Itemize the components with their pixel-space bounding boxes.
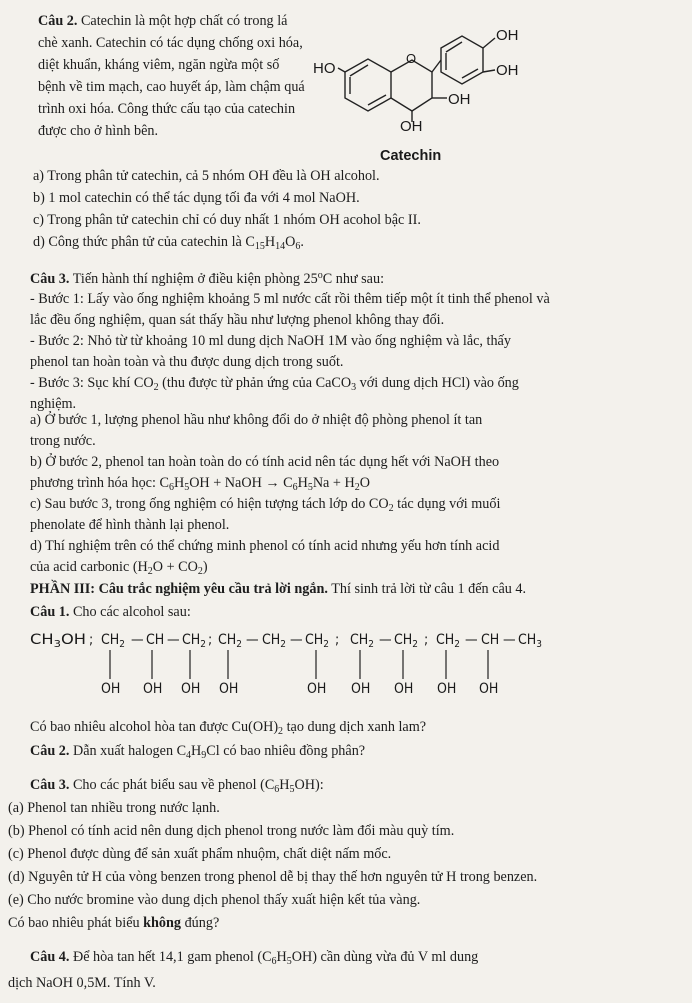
- cau3-step2-a: - Bước 2: Nhỏ từ từ khoảng 10 ml dung dịch NaOH 1M vào ống nghiệm và lắc, thấy: [30, 333, 511, 349]
- q4: [30, 948, 478, 966]
- q2: [30, 742, 365, 760]
- d-sub3: 6: [295, 241, 301, 252]
- cau3-b-1: b) Ở bước 2, phenol tan hoàn toàn do có tính acid nên tác dụng hết với NaOH theo: [30, 454, 500, 470]
- q3: [30, 776, 324, 794]
- d2-pre: của acid carbonic: [30, 559, 133, 575]
- q4-title: Câu 4.: [30, 949, 70, 965]
- cau3-c-2: phenolate để hình thành lại phenol.: [30, 517, 230, 533]
- label-oh-top: OH: [496, 27, 519, 44]
- q1-question-sub: 2: [278, 726, 284, 737]
- cau2-statement-a: a) Trong phân tử catechin, cả 5 nhóm OH đều là OH alcohol.: [33, 168, 380, 184]
- q3-ask: [8, 914, 219, 932]
- q1-text: Cho các alcohol sau:: [69, 604, 191, 620]
- d2-equation: $(H_2O + CO_2)$: [132, 559, 208, 577]
- q2-s2: 9: [201, 750, 207, 761]
- cau3-step3-b: nghiệm.: [30, 396, 77, 412]
- p1-dash1: —: [246, 632, 259, 648]
- cau2-line5: trình oxi hóa. Công thức cấu tạo của catechin: [38, 101, 296, 117]
- s3-t3: với dung dịch HCl) vào ống: [356, 375, 519, 391]
- cau3-step1-a: - Bước 1: Lấy vào ống nghiệm khoảng 5 ml nước cất rồi thêm tiếp một ít tinh thể phenol và: [30, 291, 550, 307]
- gly-oh1: OH: [101, 681, 121, 697]
- c1-post: tác dụng với muối: [393, 496, 501, 512]
- q1-question: [30, 718, 426, 736]
- q3-item-e: (e) Cho nước bromine vào dung dịch phenol thấy xuất hiện kết tủa vàng.: [8, 892, 421, 908]
- q2-title: Câu 2.: [30, 743, 70, 759]
- cau2-line2: chè xanh. Catechin có tác dụng chống oxi hóa,: [38, 35, 303, 51]
- q3-item-a: (a) Phenol tan nhiều trong nước lạnh.: [8, 800, 220, 816]
- gly-ch2b: $CH_2$: [182, 632, 207, 650]
- cau3-intro-text: Tiến hành thí nghiệm ở điều kiện phòng 25: [69, 271, 318, 287]
- q3-s1: 6: [274, 784, 280, 795]
- pd-oh2: OH: [479, 681, 499, 697]
- c1-pre: c) Sau bước 3, trong ống nghiệm có hiện tượng tách lớp do CO: [30, 496, 389, 512]
- sep2: ;: [208, 632, 213, 648]
- cau2-line3: diệt khuẩn, kháng viêm, ngăn ngừa một số: [38, 57, 280, 73]
- p1-dash2: —: [290, 632, 303, 648]
- cau3-a-2: trong nước.: [30, 433, 96, 449]
- d-sub2: 14: [275, 241, 286, 252]
- pd-ch: CH: [481, 632, 500, 648]
- q3-post: OH):: [294, 777, 324, 793]
- pd-ch2: $CH_2$: [436, 632, 461, 650]
- q4-line2: dịch NaOH 0,5M. Tính V.: [8, 975, 156, 991]
- label-oh-mid: OH: [448, 91, 471, 108]
- pd-oh1: OH: [437, 681, 457, 697]
- q3-h: H: [279, 777, 290, 793]
- label-o: O: [406, 51, 417, 66]
- cau3-title: Câu 3.: [30, 271, 70, 287]
- gly-oh3: OH: [181, 681, 201, 697]
- q2-post: Cl có bao nhiêu đồng phân?: [206, 743, 366, 759]
- q2-s1: 4: [186, 750, 192, 761]
- catechin-caption: Catechin: [380, 148, 442, 164]
- cau3-intro-end: C như sau:: [322, 271, 385, 287]
- gly-ch: CH: [146, 632, 165, 648]
- eg-dash: —: [379, 632, 392, 648]
- label-oh-bottom: OH: [400, 118, 423, 135]
- sep3: ;: [335, 632, 340, 648]
- cau3-a-1: a) Ở bước 1, lượng phenol hầu như không đổi do ở nhiệt độ phòng phenol ít tan: [30, 412, 483, 428]
- q3-s2: 5: [289, 784, 295, 795]
- pd-dash1: —: [465, 632, 478, 648]
- part3-heading-bold: PHẦN III: Câu trắc nghiệm yêu cầu trả lời ngắn.: [30, 581, 328, 597]
- sep4: ;: [424, 632, 429, 648]
- q3-title: Câu 3.: [30, 777, 70, 793]
- label-ho: HO: [313, 60, 336, 77]
- s3-t2: (thu được từ phản ứng của CaCO: [158, 375, 352, 391]
- q2-h: H: [191, 743, 202, 759]
- q4-h: H: [276, 949, 287, 965]
- methanol: CH $_3$ OH: [30, 632, 81, 650]
- q4-s2: 5: [286, 956, 292, 967]
- d-text: d) Công thức phân tử của catechin là C: [33, 234, 255, 250]
- cau3-d-1: d) Thí nghiệm trên có thể chứng minh phenol có tính acid nhưng yếu hơn tính acid: [30, 538, 500, 554]
- q3-ask-post: đúng?: [181, 915, 220, 931]
- eg-ch2b: $CH_2$: [394, 632, 419, 650]
- q1-title: Câu 1.: [30, 604, 70, 620]
- q3-pre: Cho các phát biểu sau về phenol (C: [69, 777, 275, 793]
- cau2-title: Câu 2.: [38, 13, 78, 29]
- q3-item-b: (b) Phenol có tính acid nên dung dịch phenol trong nước làm đổi màu quỳ tím.: [8, 823, 455, 839]
- q4-pre: Để hòa tan hết 14,1 gam phenol (C: [69, 949, 272, 965]
- d-dot: .: [300, 234, 304, 250]
- s3-t1: - Bước 3: Sục khí CO: [30, 375, 154, 391]
- b2-equation: $C_6H_5OH$ + NaOH → $C_6H_5Na + H_2O$: [159, 475, 370, 493]
- eg-oh1: OH: [351, 681, 371, 697]
- q3-item-c: (c) Phenol được dùng để sản xuất phẩm nhuộm, chất diệt nấm mốc.: [8, 846, 392, 862]
- q4-post: OH) cần dùng vừa đủ V ml dung: [291, 949, 479, 965]
- p1-oh2: OH: [307, 681, 327, 697]
- cau2-line6: được cho ở hình bên.: [38, 123, 159, 139]
- gly-oh2: OH: [143, 681, 163, 697]
- gly-dash1: —: [131, 632, 144, 648]
- pd-ch3: $CH_3$: [518, 632, 543, 650]
- b2-pre: phương trình hóa học:: [30, 475, 160, 491]
- cau2-statement-c: c) Trong phân tử catechin chỉ có duy nhất 1 nhóm OH acohol bậc II.: [33, 212, 421, 228]
- cau3-deg: o: [317, 270, 323, 281]
- q3-item-d: (d) Nguyên tử H của vòng benzen trong phenol dễ bị thay thế hơn nguyên tử H trong benzen.: [8, 869, 538, 885]
- q3-ask-bold: không: [143, 915, 182, 931]
- s3-sub2: 3: [351, 382, 357, 393]
- s3-sub1: 2: [153, 382, 159, 393]
- c1-sub: 2: [388, 503, 394, 514]
- q4-s1: 6: [271, 956, 277, 967]
- part3-heading-rest: Thí sinh trả lời từ câu 1 đến câu 4.: [327, 581, 527, 597]
- label-oh-right: OH: [496, 62, 519, 79]
- d-sub1: 15: [254, 241, 265, 252]
- gly-dash2: —: [167, 632, 180, 648]
- cau2-line4: bệnh về tim mạch, cao huyết áp, làm chậm quá: [38, 79, 305, 95]
- eg-oh2: OH: [394, 681, 414, 697]
- p1-ch2b: $CH_2$: [262, 632, 287, 650]
- q1-question-text: Có bao nhiêu alcohol hòa tan được Cu(OH): [30, 719, 279, 735]
- cau3-step2-b: phenol tan hoàn toàn và thu được dung dịch trong suốt.: [30, 354, 344, 370]
- cau2-text1: Catechin là một hợp chất có trong lá: [77, 13, 288, 29]
- p1-ch2c: $CH_2$: [305, 632, 330, 650]
- d-o: O: [285, 234, 296, 250]
- p1-oh: OH: [219, 681, 239, 697]
- pd-dash2: —: [503, 632, 516, 648]
- q1-question-end: tạo dung dịch xanh lam?: [283, 719, 427, 735]
- sep1: ;: [89, 632, 94, 648]
- cau3-step1-b: lắc đều ống nghiệm, quan sát thấy hầu như lượng phenol không thay đổi.: [30, 312, 445, 328]
- d-h: H: [264, 234, 276, 250]
- q2-pre: Dẫn xuất halogen C: [69, 743, 187, 759]
- cau2-statement-b: b) 1 mol catechin có thể tác dụng tối đa với 4 mol NaOH.: [33, 190, 360, 206]
- gly-ch2a: $CH_2$: [101, 632, 126, 650]
- p1-ch2a: $CH_2$: [218, 632, 243, 650]
- eg-ch2a: $CH_2$: [350, 632, 375, 650]
- q3-ask-pre: Có bao nhiêu phát biểu: [8, 915, 144, 931]
